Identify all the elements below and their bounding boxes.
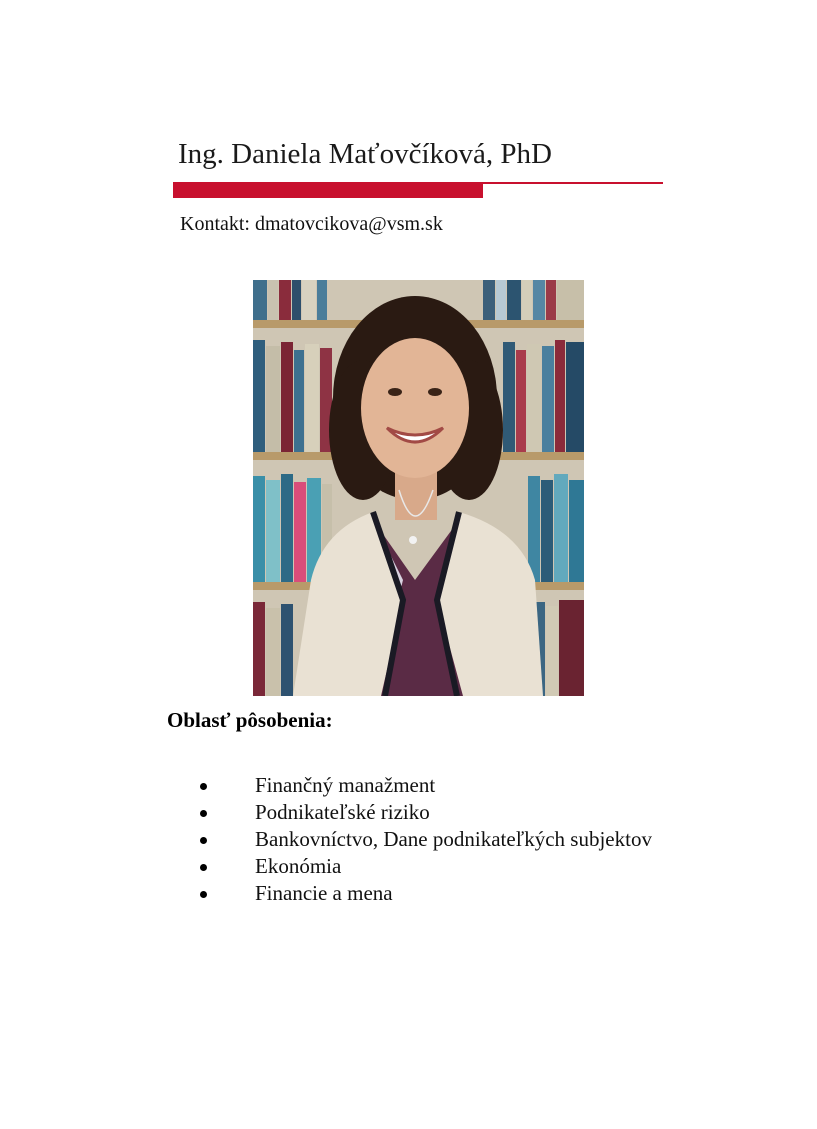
list-item [200,799,652,826]
contact-line: Kontakt: dmatovcikova@vsm.sk [180,213,443,235]
section-title: Oblasť pôsobenia: [167,708,333,732]
list-item-label: Financie a mena [255,881,393,905]
header-rule-thick [173,182,483,198]
portrait-photo [253,280,584,696]
list-item [200,853,652,880]
list-item [200,772,652,799]
list-item-label: Ekonómia [255,854,342,878]
list-item-label: Podnikateľské riziko [255,800,430,824]
bullet-icon [200,864,207,871]
person-name: Ing. Daniela Maťovčíková, PhD [178,138,552,170]
list-item-label: Finančný manažment [255,773,436,797]
bullet-icon [200,810,207,817]
bullet-icon [200,837,207,844]
bullet-icon [200,891,207,898]
list-item [200,880,652,907]
bullet-icon [200,783,207,790]
list-item [200,826,652,853]
areas-list [200,772,652,907]
portrait-illustration [253,280,584,696]
list-item-label: Bankovníctvo, Dane podnikateľkých subjektov [255,827,652,851]
